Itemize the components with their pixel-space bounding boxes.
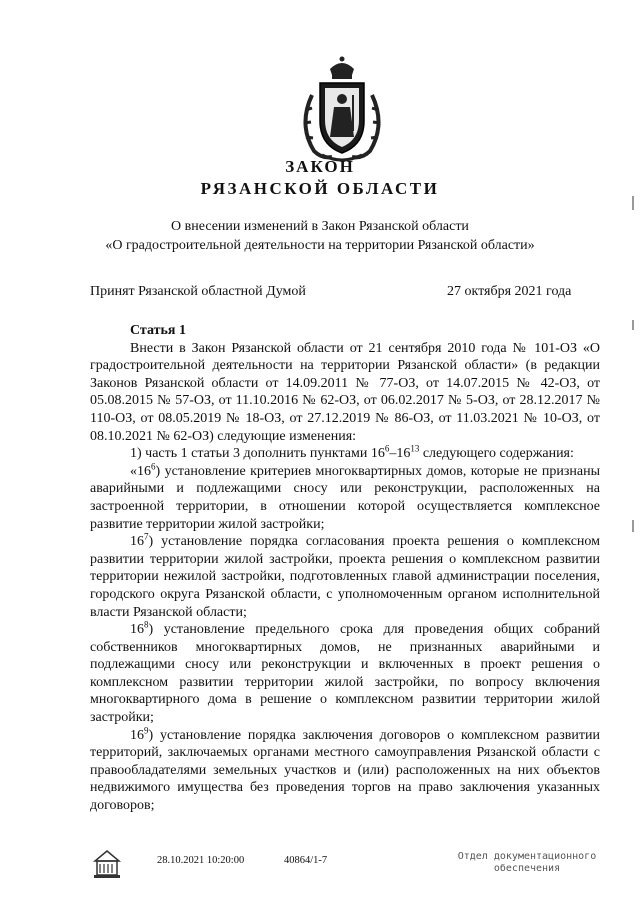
document-number: 40864/1-7 bbox=[284, 855, 328, 866]
margin-mark bbox=[632, 520, 634, 532]
law-title: ЗАКОН bbox=[285, 157, 355, 176]
law-region-title: РЯЗАНСКОЙ ОБЛАСТИ bbox=[200, 179, 440, 198]
article-heading: Статья 1 bbox=[130, 323, 186, 338]
margin-mark bbox=[632, 320, 634, 330]
point-16-8: $16^8$) установление предельного срока для проведения общих собраний собственников многоквартирных домов, не признанных аварийными и подлежащими сносу или реконструкции и включенных в проект решения о комплексном развитии территории жилой застройки, по вопросу включения многоквартирного дома в решение о комплексном развитии территории жилой застройки; bbox=[90, 619, 600, 726]
ministry-logo-icon bbox=[90, 848, 124, 882]
article-intro: Внести в Закон Рязанской области от 21 сентября 2010 года № 101-ОЗ «О градостроительной деятельности на территории Рязанской области» (в редакции Законов Рязанской области от 14.09.2011 № 77-ОЗ, от 14.07.2015 № 42-ОЗ, от 05.08.2015 № 57-ОЗ, от 11.10.2016 № 62-ОЗ, от 06.02.2017 № 5-ОЗ, от 28.12.2017 № 110-ОЗ, от 08.05.2019 № 18-ОЗ, от 27.12.2019 № 86-ОЗ, от 11.03.2021 № 10-ОЗ, от 08.10.2021 № 62-ОЗ) следующие изменения: bbox=[90, 340, 600, 444]
margin-mark bbox=[632, 196, 634, 210]
law-subtitle-line2: «О градостроительной деятельности на территории Рязанской области» bbox=[105, 238, 535, 253]
registration-timestamp: 28.10.2021 10:20:00 bbox=[157, 855, 245, 866]
office-stamp: Отдел документационного обеспечения bbox=[457, 851, 597, 874]
adoption-date: 27 октября 2021 года bbox=[447, 284, 572, 299]
adopted-by: Принят Рязанской областной Думой bbox=[90, 284, 306, 299]
point-16-7: $16^7$) установление порядка согласования проекта решения о комплексном развитии территории жилой застройки, проекта решения о комплексном развитии территории нежилой застройки, подготовленных главой администрации поселения, городского округа Рязанской области, с уполномоченным органом исполнительной власти Рязанской области; bbox=[90, 531, 600, 620]
coat-of-arms-emblem bbox=[292, 55, 392, 165]
point-16-6: «$16^6$) установление критериев многоквартирных домов, которые не признаны аварийными и подлежащими сносу или реконструкции, расположенных на застроенной территории, в отношении которой осуществляется комплексное развитие территории жилой застройки; bbox=[90, 461, 600, 532]
point-16-9: $16^9$) установление порядка заключения договоров о комплексном развитии территорий, заключаемых органами местного самоуправления Рязанской области с правообладателями земельных участков и (или) расположенных на них объектов недвижимого имущества без проведения торгов на право заключения указанных договоров; bbox=[90, 725, 600, 814]
law-subtitle-line1: О внесении изменений в Закон Рязанской области bbox=[171, 219, 469, 234]
law-body bbox=[90, 322, 600, 815]
item-1: 1) часть 1 статьи 3 дополнить пунктами $16^6-16^{13}$ следующего содержания: bbox=[130, 443, 574, 462]
